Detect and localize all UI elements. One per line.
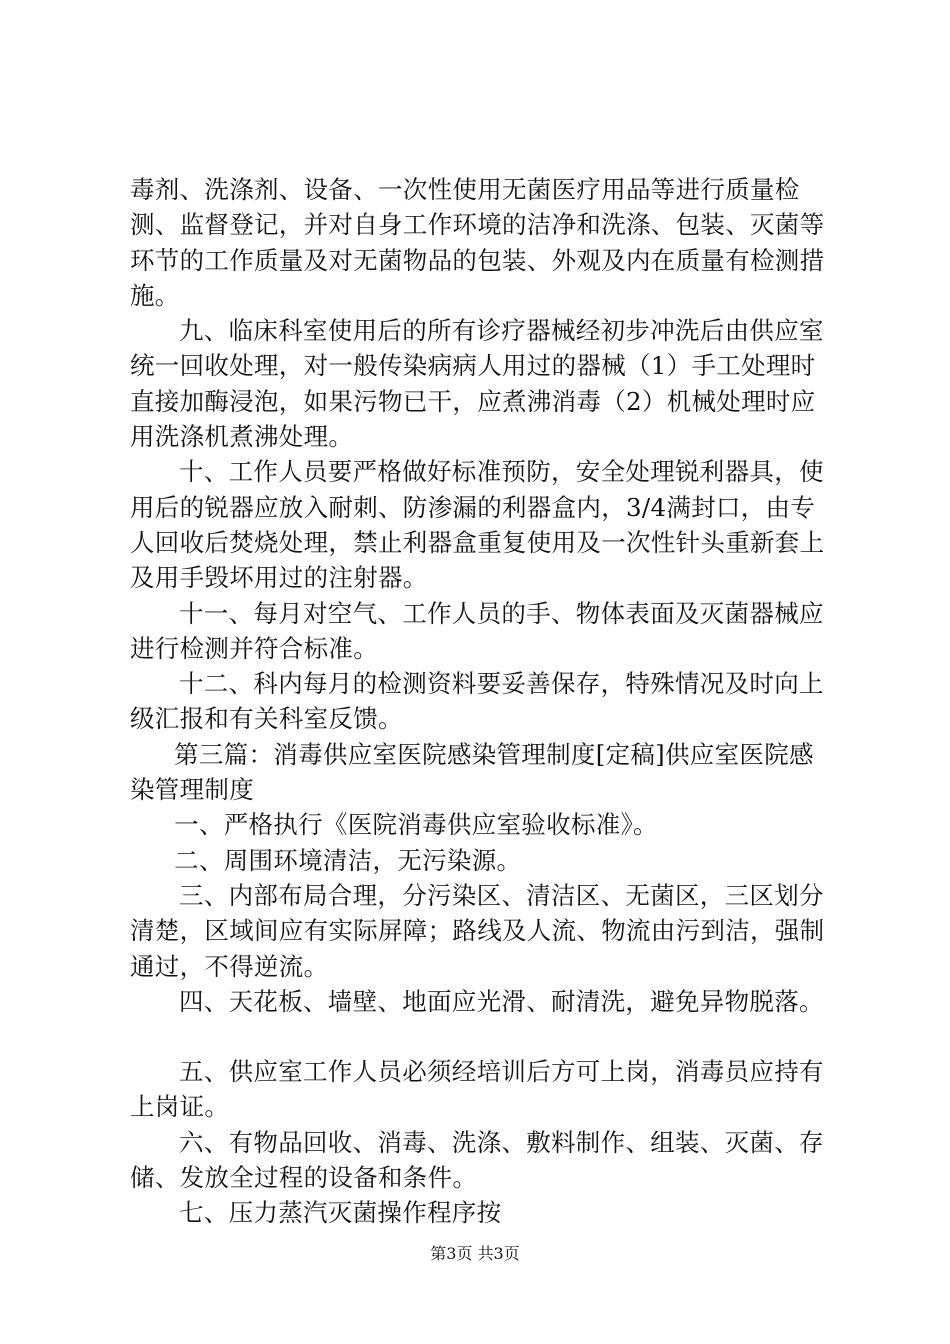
paragraph-item-9: 九、临床科室使用后的所有诊疗器械经初步冲洗后由供应室统一回收处理，对一般传染病病人用过的器械（1）手工处理时直接加酶浸泡，如果污物已干，应煮沸消毒（2）机械处理时应用洗涤机煮沸处理。	[130, 316, 824, 452]
paragraph-item-2: 二、周围环境清洁，无污染源。	[174, 845, 522, 875]
paragraph-item-1: 一、严格执行《医院消毒供应室验收标准》。	[174, 810, 658, 840]
paragraph-item-3: 三、内部布局合理，分污染区、清洁区、无菌区，三区划分清楚，区域间应有实际屏障；路线及人流、物流由污到洁，强制通过，不得逆流。	[130, 880, 825, 981]
paragraph-item-6: 六、有物品回收、消毒、洗涤、敷料制作、组装、灭菌、存储、发放全过程的设备和条件。	[130, 1127, 824, 1193]
section-heading: 第三篇：消毒供应室医院感染管理制度[定稿]供应室医院感染管理制度	[130, 739, 814, 805]
paragraph-item-12: 十二、科内每月的检测资料要妥善保存，特殊情况及时向上级汇报和有关科室反馈。	[130, 669, 824, 734]
page-footer: 第3页 共3页	[430, 1244, 520, 1263]
paragraph-item-5: 五、供应室工作人员必须经培训后方可上岗，消毒员应持有上岗证。	[130, 1057, 824, 1122]
document-body	[130, 172, 835, 1231]
paragraph-item-4: 四、天花板、墙壁、地面应光滑、耐清洗，避免异物脱落。	[179, 986, 824, 1016]
paragraph-continuation: 毒剂、洗涤剂、设备、一次性使用无菌医疗用品等进行质量检测、监督登记，并对自身工作环境的洁净和洗涤、包装、灭菌等环节的工作质量及对无菌物品的包装、外观及内在质量有检测措施。	[130, 175, 825, 310]
paragraph-item-10: 十、工作人员要严格做好标准预防，安全处理锐利器具，使用后的锐器应放入耐刺、防渗漏的利器盒内，3/4满封口，由专人回收后焚烧处理，禁止利器盒重复使用及一次性针头重新套上及用手毁坏用过的注射器。	[130, 457, 825, 593]
paragraph-item-11: 十一、每月对空气、工作人员的手、物体表面及灭菌器械应进行检测并符合标准。	[130, 598, 824, 663]
paragraph-item-7: 七、压力蒸汽灭菌操作程序按	[179, 1198, 502, 1228]
